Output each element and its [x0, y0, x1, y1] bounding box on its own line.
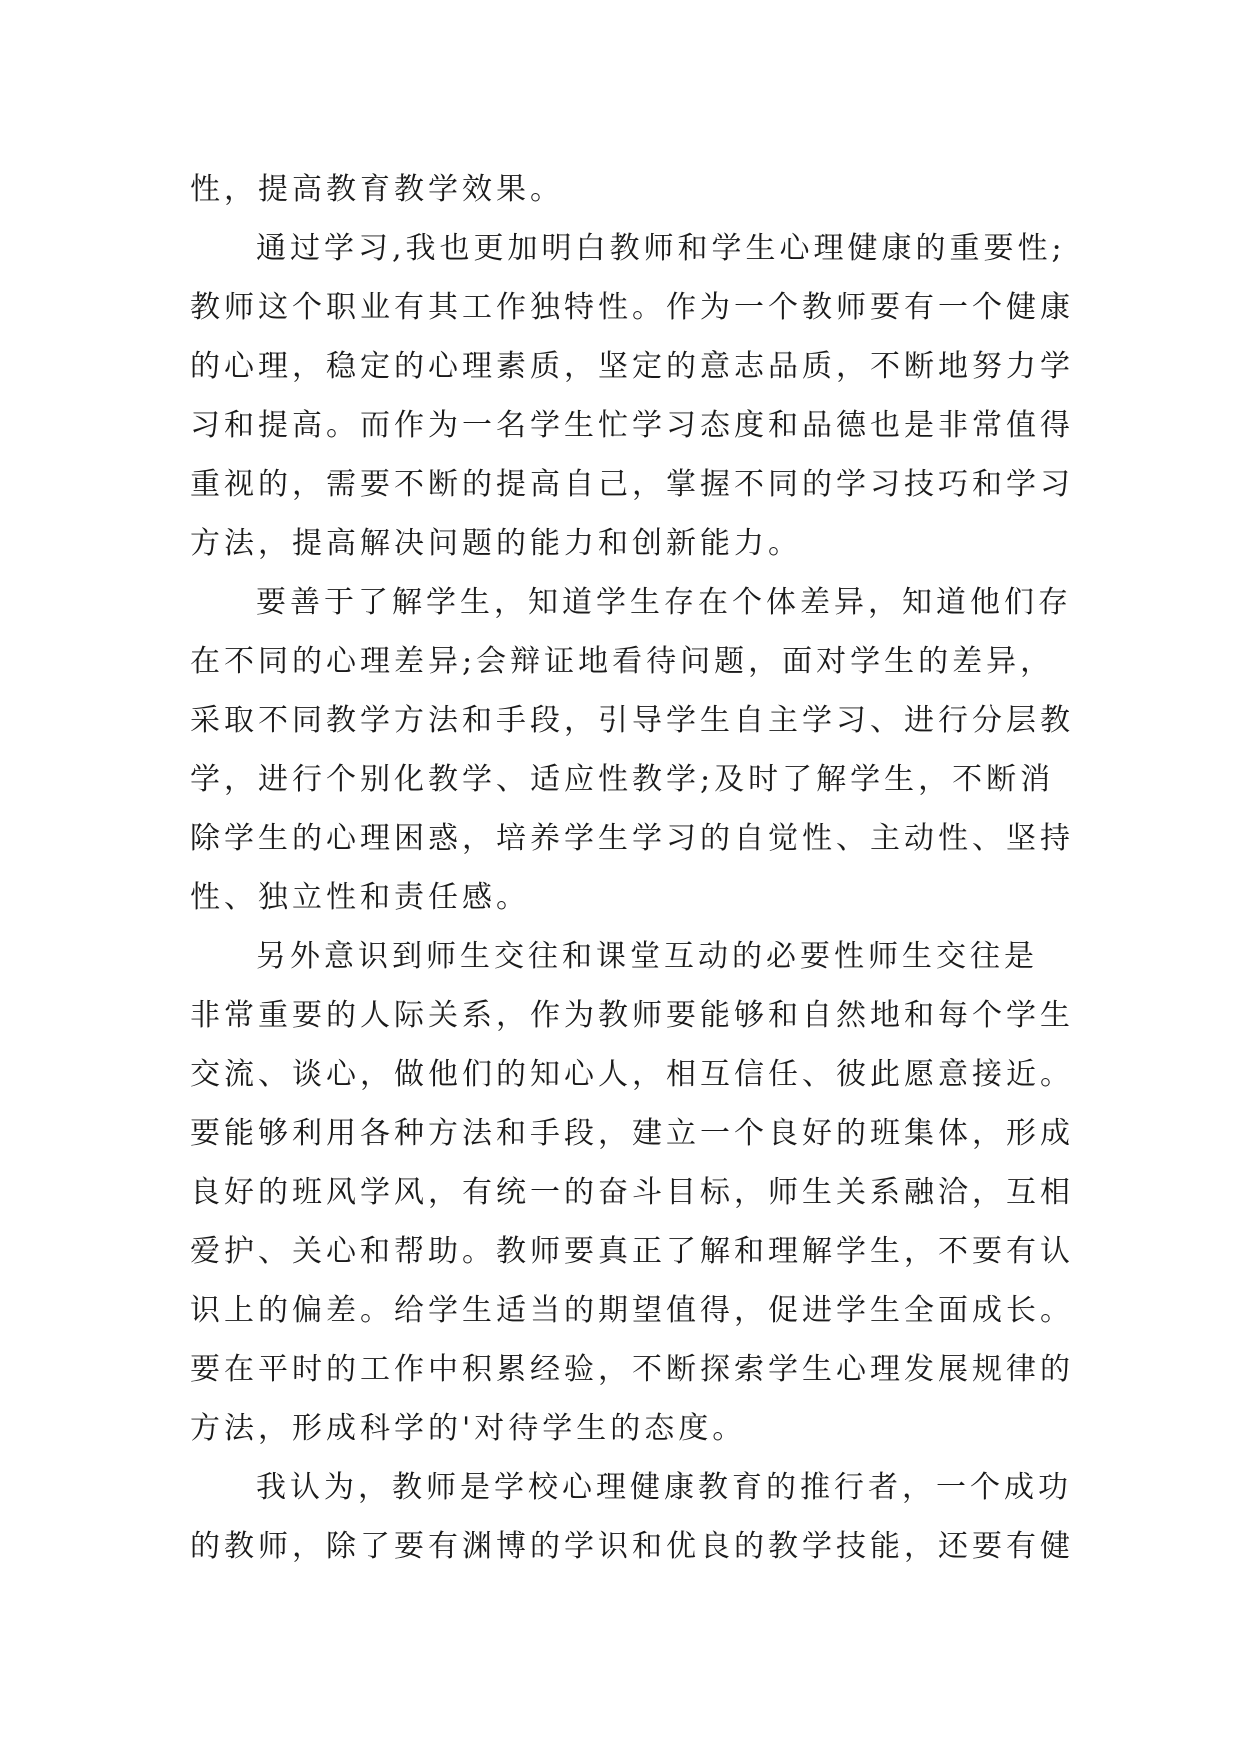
body-text: [190, 160, 1074, 1576]
text-line: 学，进行个别化教学、适应性教学;及时了解学生，不断消: [190, 762, 1055, 797]
text-line: 识上的偏差。给学生适当的期望值得，促进学生全面成长。: [190, 1293, 1074, 1328]
paragraph-first-line: 通过学习,我也更加明白教师和学生心理健康的重要性;: [256, 231, 1066, 266]
text-line: 非常重要的人际关系，作为教师要能够和自然地和每个学生: [190, 998, 1074, 1033]
text-line: 方法，提高解决问题的能力和创新能力。: [190, 526, 802, 561]
text-line: 的教师，除了要有渊博的学识和优良的教学技能，还要有健: [190, 1529, 1074, 1564]
text-line: 采取不同教学方法和手段，引导学生自主学习、进行分层教: [190, 703, 1074, 738]
paragraph-first-line: 另外意识到师生交往和课堂互动的必要性师生交往是: [256, 939, 1038, 974]
text-line: 性，提高教育教学效果。: [190, 172, 564, 207]
text-line: 要在平时的工作中积累经验，不断探索学生心理发展规律的: [190, 1352, 1074, 1387]
text-line: 教师这个职业有其工作独特性。作为一个教师要有一个健康: [190, 290, 1074, 325]
text-line: 良好的班风学风，有统一的奋斗目标，师生关系融洽，互相: [190, 1175, 1074, 1210]
paragraph-first-line: 要善于了解学生，知道学生存在个体差异，知道他们存: [256, 585, 1072, 620]
text-line: 在不同的心理差异;会辩证地看待问题，面对学生的差异，: [190, 644, 1055, 679]
paragraph-first-line: 我认为，教师是学校心理健康教育的推行者，一个成功: [256, 1470, 1072, 1505]
text-line: 交流、谈心，做他们的知心人，相互信任、彼此愿意接近。: [190, 1057, 1074, 1092]
text-line: 要能够利用各种方法和手段，建立一个良好的班集体，形成: [190, 1116, 1074, 1151]
text-line: 除学生的心理困惑，培养学生学习的自觉性、主动性、坚持: [190, 821, 1074, 856]
text-line: 爱护、关心和帮助。教师要真正了解和理解学生，不要有认: [190, 1234, 1074, 1269]
text-line: 方法，形成科学的'对待学生的态度。: [190, 1411, 747, 1446]
text-line: 习和提高。而作为一名学生忙学习态度和品德也是非常值得: [190, 408, 1074, 443]
text-line: 性、独立性和责任感。: [190, 880, 530, 915]
text-line: 重视的，需要不断的提高自己，掌握不同的学习技巧和学习: [190, 467, 1074, 502]
text-line: 的心理，稳定的心理素质，坚定的意志品质，不断地努力学: [190, 349, 1074, 384]
